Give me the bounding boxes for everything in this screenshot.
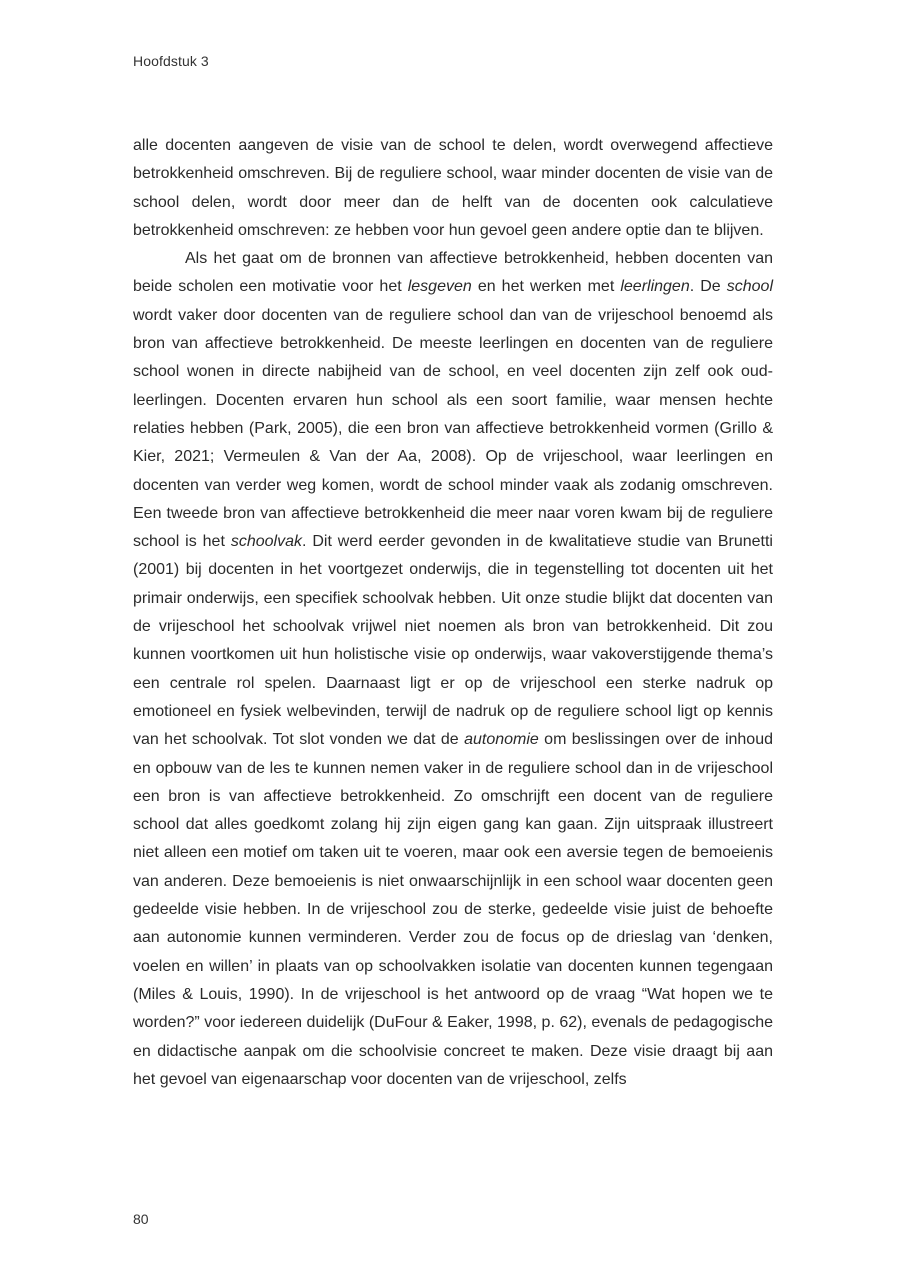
page-number: 80 xyxy=(133,1211,149,1227)
text-run: . De xyxy=(689,278,727,296)
text-run: . Dit werd eerder gevonden in de kwalitatieve studie van Brunetti (2001) bij docenten in het voortgezet onderwijs, die in tegenstelling tot docenten uit het primair onderwijs, een specifiek schoolvak hebben. Uit onze studie blijkt dat docenten van de vrijeschool het schoolvak vrijwel niet noemen als bron van betrokkenheid. Dit zou kunnen voortkomen uit hun holistische visie op onderwijs, waar vakoverstijgende thema’s een centrale rol spelen. Daarnaast ligt er op de vrijeschool een sterke nadruk op emotioneel en fysiek welbevinden, terwijl de nadruk op de reguliere school ligt op kennis van het schoolvak. Tot slot vonden we dat de xyxy=(133,533,773,749)
body-text xyxy=(133,132,773,1094)
emphasis-leerlingen: leerlingen xyxy=(620,278,690,296)
text-run: wordt vaker door docenten van de reguliere school dan van de vrijeschool benoemd als bron van affectieve betrokkenheid. De meeste leerlingen en docenten van de reguliere school wonen in directe nabijheid van de school, en veel docenten zijn zelf ook oud-leerlingen. Docenten ervaren hun school als een soort familie, waar mensen hechte relaties hebben (Park, 2005), die een bron van affectieve betrokkenheid vormen (Grillo & Kier, 2021; Vermeulen & Van der Aa, 2008). Op de vrijeschool, waar leerlingen en docenten van verder weg komen, wordt de school minder vaak als zodanig omschreven. Een tweede bron van affectieve betrokkenheid die meer naar voren kwam bij de reguliere school is het xyxy=(133,306,773,551)
text-run: Als het gaat om de bronnen van affectieve betrokkenheid, hebben docenten van beide scholen een motivatie voor het xyxy=(133,250,773,296)
paragraph-affective-sources xyxy=(133,245,773,1094)
emphasis-school: school xyxy=(726,278,773,296)
emphasis-schoolvak: schoolvak xyxy=(230,533,302,551)
paragraph-continuation: alle docenten aangeven de visie van de school te delen, wordt overwegend affectieve betrokkenheid omschreven. Bij de reguliere school, waar minder docenten de visie van de school delen, wordt door meer dan de helft van de docenten ook calculatieve betrokkenheid omschreven: ze hebben voor hun gevoel geen andere optie dan te blijven. xyxy=(133,137,773,239)
emphasis-lesgeven: lesgeven xyxy=(407,278,472,296)
emphasis-autonomie: autonomie xyxy=(464,731,539,749)
text-run: en het werken met xyxy=(471,278,621,296)
text-run: om beslissingen over de inhoud en opbouw van de les te kunnen nemen vaker in de reguliere school dan in de vrijeschool een bron is van affectieve betrokkenheid. Zo omschrijft een docent van de reguliere school dat alles goedkomt zolang hij zijn eigen gang kan gaan. Zijn uitspraak illustreert niet alleen een motief om taken uit te voeren, maar ook een aversie tegen de bemoeienis van anderen. Deze bemoeienis is niet onwaarschijnlijk in een school waar docenten geen gedeelde visie hebben. In de vrijeschool zou de sterke, gedeelde visie juist de behoefte aan autonomie kunnen verminderen. Verder zou de focus op de drieslag van ‘denken, voelen en willen’ in plaats van op schoolvakken isolatie van docenten kunnen tegengaan (Miles & Louis, 1990). In de vrijeschool is het antwoord op de vraag “Wat hopen we te worden?” voor iedereen duidelijk (DuFour & Eaker, 1998, p. 62), evenals de pedagogische en didactische aanpak om die schoolvisie concreet te maken. Deze visie draagt bij aan het gevoel van eigenaarschap voor docenten van de vrijeschool, zelfs xyxy=(133,731,773,1088)
running-header: Hoofdstuk 3 xyxy=(133,53,209,69)
